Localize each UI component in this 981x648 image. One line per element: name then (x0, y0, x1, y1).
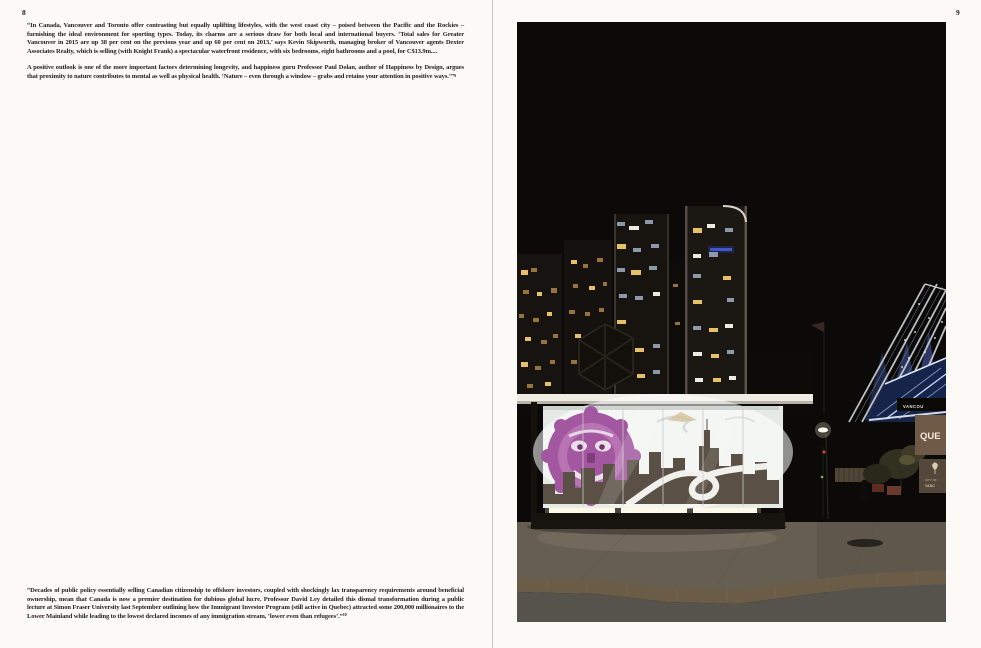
paragraph-text: “In Canada, Vancouver and Toronto offer contrasting but equally uplifting lifestyles, with the west coast city – poised between the Pacific and the Rockies – furnishing the ideal environment for sporting types. Today, its charms are a serious draw for both local and international buyers. ‘Total sales for Greater Vancouver in 2015 are up 38 per cent on the previous year and up 60 per cent on 2013,’ says Kevin Skipworth, managing broker of Vancouver agents Dexter Associates Realty, which is selling (with Knight Frank) a spectacular waterfront residence, with six bedrooms, eight bathrooms and a pool, for C$13.9m.... (27, 22, 464, 55)
transit-shelter (517, 394, 813, 535)
footnote-marker: 9 (454, 72, 456, 78)
mural-wall (533, 394, 793, 510)
paragraph-public-policy (27, 587, 464, 621)
manhole-cover (847, 539, 883, 547)
vancouver-banner-text: VANCOU (903, 404, 924, 409)
body-text-top (27, 22, 464, 82)
page-number-left: 8 (22, 8, 26, 17)
queen-sign-text: QUE (920, 431, 941, 442)
footnote-marker: 10 (342, 612, 347, 618)
paragraph-text: “Decades of public policy essentially selling Canadian citizenship to offshore investors, coupled with shockingly lax transparency requirements around beneficial ownership, mean that Canada is now a premier destination for dubious global lucre. Professor David Ley detailed this dismal transformation during a public lecture at Simon Fraser University last September outlining how the Immigrant Investor Program (still active in Quebec) attracted some 200,000 millionaires to the Lower Mainland while leading to the lowest declared incomes of any immigration stream, ‘lower even than refugees’.” (27, 587, 464, 620)
page-fold-divider (492, 0, 493, 648)
photo-scene (517, 22, 946, 622)
body-text-bottom (27, 587, 464, 621)
city-sign-line2: VANC (925, 484, 935, 488)
plaza-and-road (517, 522, 946, 622)
city-sign-line1: CITY OF (925, 478, 937, 482)
paragraph-positive-outlook (27, 64, 464, 81)
photo-vancouver-night (517, 22, 946, 622)
pedestrian-silhouette (861, 480, 868, 500)
page-number-right: 9 (956, 8, 960, 17)
paragraph-canada-vancouver (27, 22, 464, 56)
paragraph-text: A positive outlook is one of the more important factors determining longevity, and happiness guru Professor Paul Dolan, author of Happiness by Design, argues that proximity to nature contributes to mental as well as physical health. ‘Nature – even through a window – grabs and retains your attention in positive ways.’” (27, 64, 464, 80)
